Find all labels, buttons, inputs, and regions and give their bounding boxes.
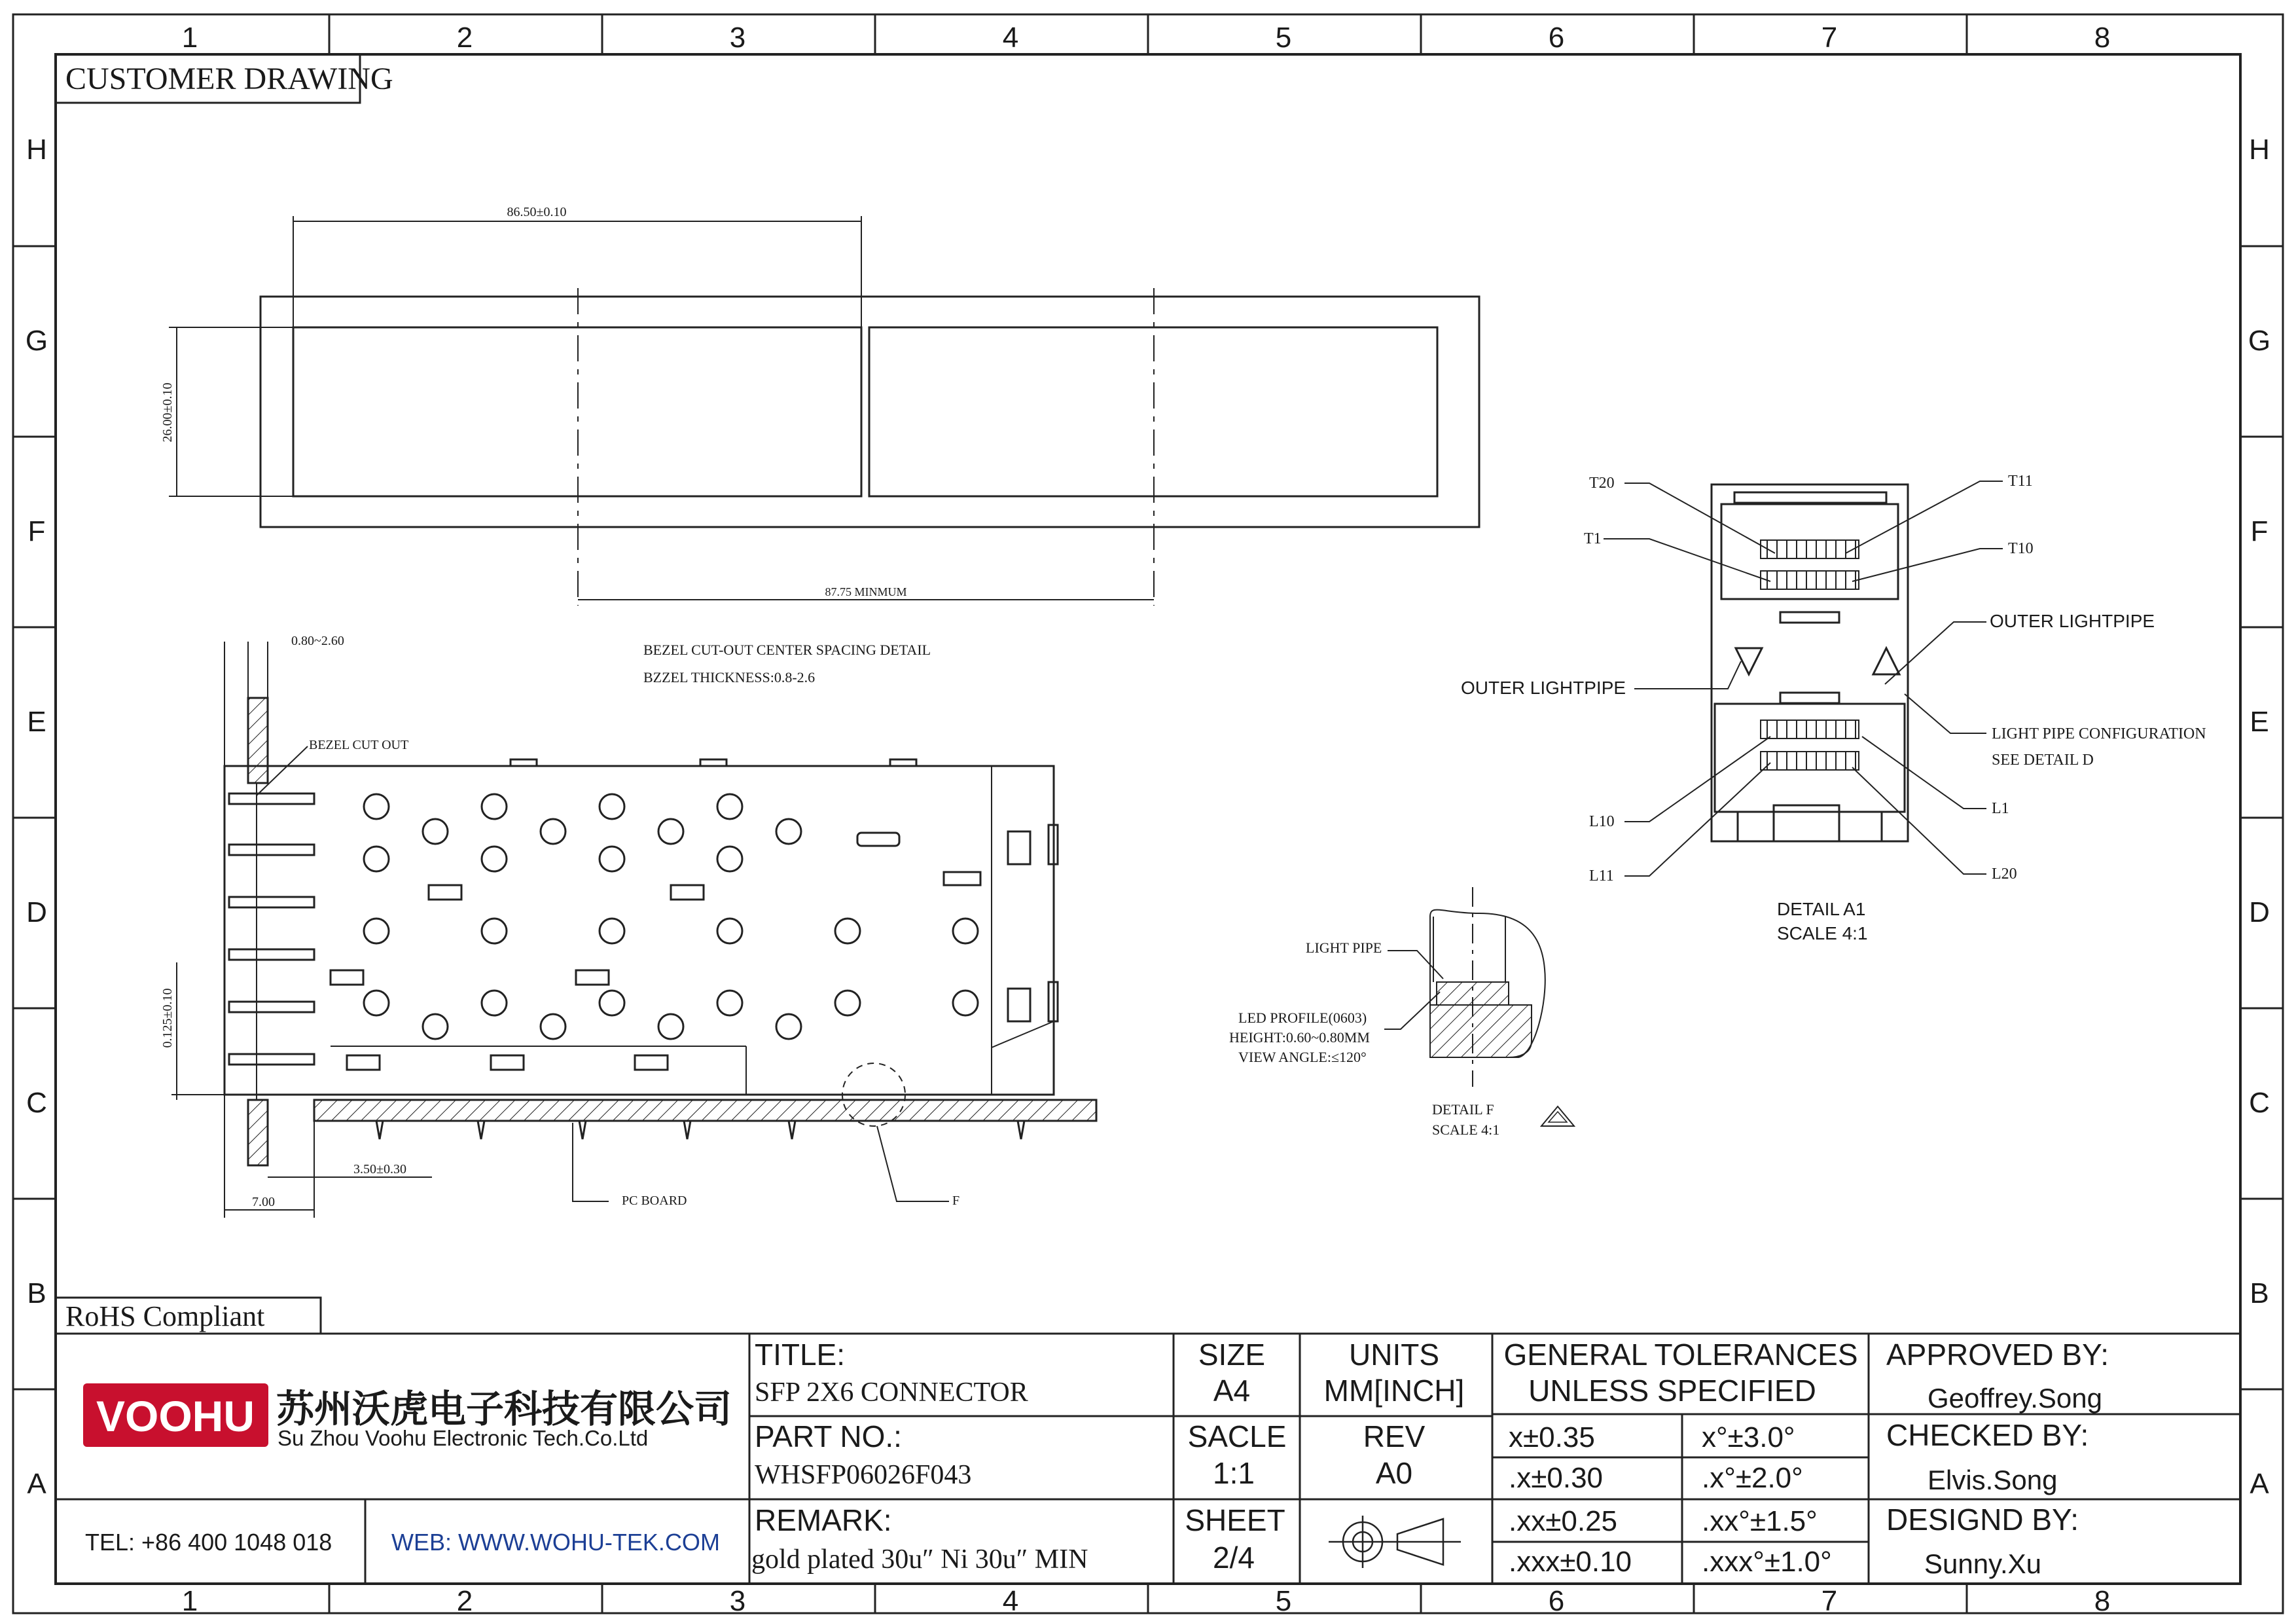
lightpipe-config-line2: SEE DETAIL D: [1992, 752, 2094, 769]
tolerance-angular-1: .x°±2.0°: [1702, 1462, 1803, 1494]
tolerance-angular-3: .xxx°±1.0°: [1702, 1546, 1832, 1578]
grid-col-bottom-7: 7: [1821, 1585, 1838, 1617]
tolerance-linear-2: .xx±0.25: [1509, 1505, 1618, 1537]
company-logo: [83, 1383, 268, 1447]
led-profile-line1: LED PROFILE(0603): [1238, 1010, 1367, 1026]
rohs-label: RoHS Compliant: [65, 1300, 265, 1332]
rev-value: A0: [1375, 1456, 1413, 1490]
grid-col-bottom-3: 3: [729, 1585, 746, 1617]
tolerance-heading-1: GENERAL TOLERANCES: [1503, 1338, 1858, 1372]
bezel-cutout-view: [169, 216, 1479, 606]
grid-row-left-A: A: [27, 1468, 46, 1500]
grid-row-left-H: H: [26, 134, 47, 166]
grid-row-right-B: B: [2250, 1277, 2269, 1309]
grid-row-right-E: E: [2250, 706, 2269, 738]
grid-row-left-G: G: [25, 325, 48, 357]
company-name-cn: 苏州沃虎电子科技有限公司: [276, 1388, 732, 1431]
outer-lightpipe-right: OUTER LIGHTPIPE: [1990, 611, 2155, 631]
label-L1: L1: [1992, 800, 2009, 817]
title-label: TITLE:: [755, 1338, 846, 1372]
logo-text: VOOHU: [96, 1392, 255, 1440]
dim-350-label: 3.50±0.30: [353, 1162, 406, 1176]
grid-col-bottom-8: 8: [2094, 1585, 2111, 1617]
grid-col-bottom-5: 5: [1275, 1585, 1292, 1617]
bezel-cutout-label: BEZEL CUT OUT: [309, 738, 409, 752]
units-label: UNITS: [1349, 1338, 1439, 1372]
sheet-value: 2/4: [1213, 1541, 1255, 1575]
grid-row-left-F: F: [27, 515, 46, 547]
title-value: SFP 2X6 CONNECTOR: [755, 1377, 1028, 1408]
rohs-tag: [56, 1298, 321, 1334]
grid-row-right-D: D: [2249, 896, 2270, 928]
cutout-note-line2: BZZEL THICKNESS:0.8-2.6: [643, 669, 816, 685]
grid-col-bottom-6: 6: [1548, 1585, 1565, 1617]
label-T20: T20: [1589, 475, 1615, 492]
lightpipe-config-line1: LIGHT PIPE CONFIGURATION: [1992, 725, 2206, 742]
approved-by-name: Geoffrey.Song: [1928, 1383, 2102, 1413]
customer-drawing-tag: [56, 54, 393, 103]
label-T11: T11: [2008, 473, 2033, 490]
label-L11: L11: [1589, 867, 1614, 884]
size-label: SIZE: [1198, 1338, 1266, 1372]
dim-width-label: 86.50±0.10: [507, 205, 567, 219]
grid-col-top-3: 3: [729, 22, 746, 54]
grid-col-top-2: 2: [456, 22, 473, 54]
scale-value: 1:1: [1213, 1456, 1255, 1490]
dim-min-label: 87.75 MINMUM: [825, 585, 907, 598]
customer-drawing-label: CUSTOMER DRAWING: [65, 62, 393, 96]
detail-f-scale: SCALE 4:1: [1432, 1122, 1500, 1138]
grid-row-left-B: B: [27, 1277, 46, 1309]
scale-label: SACLE: [1187, 1419, 1287, 1453]
detail-f-flag: F: [952, 1194, 960, 1208]
grid-col-top-1: 1: [181, 22, 198, 54]
label-T10: T10: [2008, 540, 2034, 557]
dim-bezel-label: 0.80~2.60: [291, 634, 344, 648]
part-no-value: WHSFP06026F043: [755, 1460, 972, 1490]
grid-row-left-D: D: [26, 896, 47, 928]
tolerance-angular-0: x°±3.0°: [1702, 1421, 1795, 1453]
checked-by-label: CHECKED BY:: [1886, 1418, 2089, 1452]
checked-by-name: Elvis.Song: [1928, 1465, 2058, 1495]
cutout-note-line1: BEZEL CUT-OUT CENTER SPACING DETAIL: [643, 642, 931, 658]
sheet-label: SHEET: [1185, 1503, 1285, 1537]
part-no-label: PART NO.:: [755, 1419, 902, 1453]
dim-vertical-label: 0.125±0.10: [160, 988, 175, 1048]
units-value: MM[INCH]: [1323, 1374, 1465, 1408]
label-L20: L20: [1992, 866, 2017, 883]
pc-board-label: PC BOARD: [622, 1194, 687, 1208]
led-profile-line3: VIEW ANGLE:≤120°: [1238, 1049, 1367, 1065]
grid-col-bottom-2: 2: [456, 1585, 473, 1617]
size-value: A4: [1213, 1374, 1251, 1408]
grid-row-right-G: G: [2248, 325, 2271, 357]
detail-a1-title: DETAIL A1: [1777, 899, 1866, 919]
tolerance-angular-2: .xx°±1.5°: [1702, 1505, 1818, 1537]
dim-height-label: 26.00±0.10: [160, 382, 175, 443]
grid-row-right-F: F: [2250, 515, 2269, 547]
detail-f-title: DETAIL F: [1432, 1101, 1494, 1118]
drawing-frame: [13, 14, 2283, 1613]
grid-col-top-8: 8: [2094, 22, 2111, 54]
tolerance-heading-2: UNLESS SPECIFIED: [1528, 1374, 1816, 1408]
remark-label: REMARK:: [755, 1503, 892, 1537]
label-L10: L10: [1589, 813, 1615, 830]
grid-labels: [26, 22, 2270, 1617]
tolerance-linear-3: .xxx±0.10: [1509, 1546, 1632, 1578]
approved-by-label: APPROVED BY:: [1886, 1338, 2109, 1372]
rev-label: REV: [1363, 1419, 1426, 1453]
dim-700-label: 7.00: [252, 1195, 275, 1209]
label-T1: T1: [1584, 530, 1602, 547]
designed-by-name: Sunny.Xu: [1924, 1548, 2042, 1579]
grid-row-left-E: E: [27, 706, 46, 738]
grid-col-top-7: 7: [1821, 22, 1838, 54]
grid-row-right-H: H: [2249, 134, 2270, 166]
grid-col-bottom-4: 4: [1002, 1585, 1019, 1617]
outer-lightpipe-left: OUTER LIGHTPIPE: [1461, 678, 1626, 698]
tolerance-linear-1: .x±0.30: [1509, 1462, 1604, 1494]
light-pipe-label: LIGHT PIPE: [1306, 939, 1382, 956]
company-tel: TEL: +86 400 1048 018: [85, 1529, 332, 1556]
grid-ticks: [13, 14, 2283, 1613]
grid-col-top-4: 4: [1002, 22, 1019, 54]
detail-f: [1384, 887, 1574, 1126]
tolerance-linear-0: x±0.35: [1509, 1421, 1595, 1453]
grid-row-right-C: C: [2249, 1087, 2270, 1119]
grid-col-bottom-1: 1: [181, 1585, 198, 1617]
detail-a1-scale: SCALE 4:1: [1777, 923, 1868, 943]
grid-col-top-5: 5: [1275, 22, 1292, 54]
remark-value: gold plated 30u″ Ni 30u″ MIN: [751, 1544, 1088, 1575]
third-angle-projection-icon: [1329, 1516, 1461, 1568]
led-profile-line2: HEIGHT:0.60~0.80MM: [1229, 1029, 1370, 1046]
company-web[interactable]: WEB: WWW.WOHU-TEK.COM: [391, 1529, 720, 1556]
company-name-en: Su Zhou Voohu Electronic Tech.Co.Ltd: [278, 1426, 649, 1450]
grid-row-left-C: C: [26, 1087, 47, 1119]
grid-col-top-6: 6: [1548, 22, 1565, 54]
grid-row-right-A: A: [2250, 1468, 2269, 1500]
side-view: [171, 642, 1096, 1218]
designed-by-label: DESIGND BY:: [1886, 1503, 2079, 1537]
detail-a1: [1604, 481, 2003, 876]
